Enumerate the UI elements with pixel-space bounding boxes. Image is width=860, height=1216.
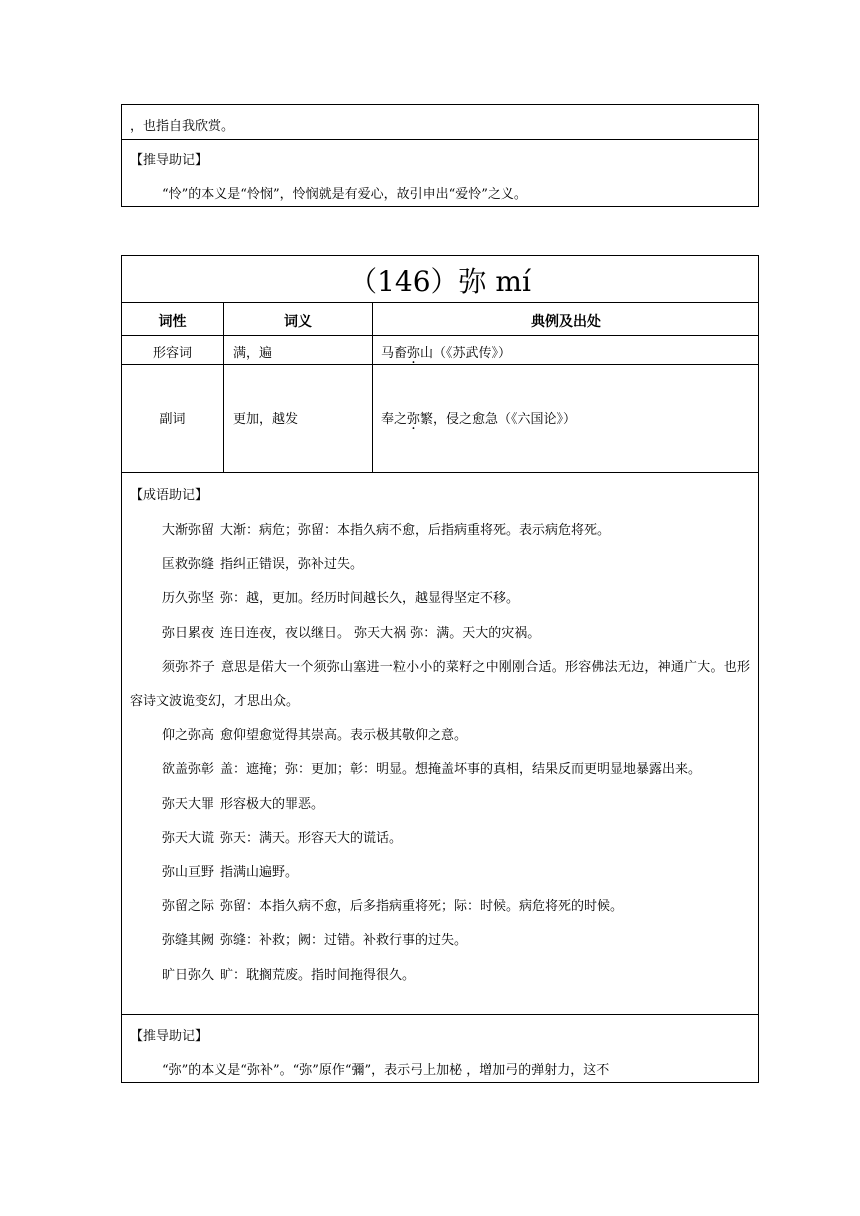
idiom-text: 大渐：病危；弥留：本指久病不愈，后指病重将死。表示病危将死。	[220, 523, 611, 538]
derive-text: “弥”的本义是“弥补”。“弥”原作“彌”，表示弓上加柲 ，增加弓的弹射力，这不	[162, 1063, 610, 1078]
list-item	[130, 719, 750, 753]
entry-table	[121, 255, 759, 1083]
header-meaning: 词义	[284, 314, 312, 330]
idiom-term: 匡救弥缝	[162, 557, 215, 573]
idiom-text: 形容极大的罪恶。	[220, 796, 325, 812]
idiom-text: 愈仰望愈觉得其崇高。表示极其敬仰之意。	[220, 728, 468, 744]
idiom-text: 弥：越，更加。经历时间越长久，越显得坚定不移。	[220, 591, 520, 607]
idiom-term: 旷日弥久	[162, 967, 215, 983]
continuation-text: ，也指自我欣赏。	[130, 119, 235, 134]
example-key: 弥	[407, 412, 421, 427]
list-item	[130, 924, 750, 958]
header-pos: 词性	[158, 314, 187, 330]
continuation-row	[122, 105, 758, 140]
meaning-cell: 满，遍	[233, 346, 273, 361]
idiom-term: 弥留之际	[162, 899, 215, 915]
idiom-term: 弥山亘野	[162, 865, 215, 881]
idiom-heading: 【成语助记】	[130, 488, 209, 503]
list-item	[130, 617, 750, 651]
table-row	[122, 336, 758, 365]
list-item	[130, 856, 750, 890]
example-key: 弥	[407, 346, 421, 361]
idiom-term: 弥日累夜	[162, 625, 215, 641]
example-post: 繁，侵之愈急（《六国论》）	[420, 412, 577, 427]
idiom-term: 历久弥坚	[162, 591, 215, 607]
example-pre: 奉之	[381, 412, 408, 427]
list-item	[130, 788, 750, 822]
idiom-term: 欲盖弥彰	[162, 762, 215, 778]
column-divider	[372, 303, 373, 473]
idiom-term: 须弥芥子	[162, 659, 215, 675]
idiom-text: 指纠正错误，弥补过失。	[220, 557, 364, 573]
derive-text: “怜”的本义是“怜悯”，怜悯就是有爱心，故引申出“爱怜”之义。	[162, 187, 527, 202]
derive-heading: 【推导助记】	[130, 153, 209, 168]
idiom-text: 旷：耽搁荒废。指时间拖得很久。	[220, 967, 416, 983]
example-cell	[381, 342, 511, 361]
idiom-term: 弥天大谎	[162, 830, 215, 846]
idiom-text: 指满山遍野。	[220, 865, 299, 881]
idiom-term: 大渐弥留	[162, 523, 215, 538]
previous-entry-tail	[121, 104, 759, 207]
example-cell	[381, 408, 576, 427]
idiom-text: 弥缝：补救；阙：过错。补救行事的过失。	[220, 933, 468, 949]
idiom-text: 盖：遮掩；弥：更加；彰：明显。想掩盖坏事的真相，结果反而更明显地暴露出来。	[220, 762, 702, 778]
idiom-text: 连日连夜，夜以继日。 弥天大祸 弥：满。天大的灾祸。	[220, 625, 541, 641]
list-item	[130, 822, 750, 856]
meaning-cell: 更加，越发	[233, 412, 299, 427]
list-item	[130, 514, 750, 548]
column-divider	[223, 303, 224, 473]
derive-heading: 【推导助记】	[130, 1029, 209, 1044]
idiom-term: 弥缝其阙	[162, 933, 215, 949]
table-row	[122, 365, 758, 473]
pos-cell: 副词	[159, 412, 186, 427]
pos-cell: 形容词	[152, 346, 192, 361]
idiom-term: 弥天大罪	[162, 796, 215, 812]
example-post: 山（《苏武传》）	[420, 346, 512, 361]
idiom-list	[130, 514, 750, 993]
header-row	[122, 303, 758, 336]
idiom-text: 弥天：满天。形容天大的谎话。	[220, 830, 403, 846]
list-item	[130, 548, 750, 582]
idiom-text: 弥留：本指久病不愈，后多指病重将死；际：时候。病危将死的时候。	[220, 899, 624, 915]
entry-title-row	[122, 256, 758, 303]
idiom-text: 意思是偌大一个须弥山塞进一粒小小的菜籽之中刚刚合适。形容佛法无边，神通广大。也形容诗文波诡变幻，才思出众。	[130, 659, 750, 710]
list-item	[130, 753, 750, 787]
header-example: 典例及出处	[531, 314, 601, 330]
entry-title: （146）弥 mí	[349, 265, 531, 298]
list-item	[130, 651, 750, 719]
idiom-term: 仰之弥高	[162, 728, 215, 744]
example-pre: 马畜	[381, 346, 408, 361]
list-item	[130, 959, 750, 993]
list-item	[130, 582, 750, 616]
list-item	[130, 890, 750, 924]
section-divider	[122, 1014, 758, 1015]
